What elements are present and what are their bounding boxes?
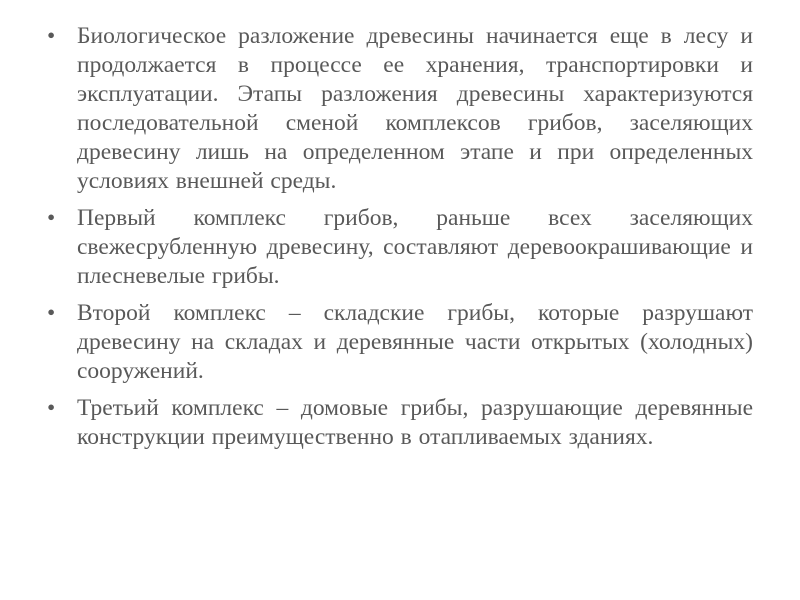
bullet-icon: • bbox=[47, 23, 56, 49]
bullet-icon: • bbox=[47, 395, 56, 421]
bullet-icon: • bbox=[47, 205, 56, 231]
bullet-item-3 bbox=[47, 299, 753, 386]
bullet-item-2 bbox=[47, 204, 753, 291]
bullet-text: Второй комплекс – складские грибы, которые разрушают древесину на складах и деревянные части открытых (холодных) сооружений. bbox=[77, 300, 753, 384]
bullet-list bbox=[47, 22, 753, 460]
bullet-text: Первый комплекс грибов, раньше всех заселяющих свежесрубленную древесину, составляют деревоокрашивающие и плесневелые грибы. bbox=[77, 205, 753, 289]
bullet-text: Биологическое разложение древесины начинается еще в лесу и продолжается в процессе ее хранения, транспортировки и эксплуатации. Этапы разложения древесины характеризуются последовательной сменой комплексов грибов, заселяющих древесину лишь на определенном этапе и при определенных условиях внешней среды. bbox=[77, 23, 753, 194]
bullet-text: Третьий комплекс – домовые грибы, разрушающие деревянные конструкции преимущественно в отапливаемых зданиях. bbox=[77, 395, 753, 450]
bullet-item-4 bbox=[47, 394, 753, 452]
bullet-item-1 bbox=[47, 22, 753, 196]
bullet-icon: • bbox=[47, 300, 56, 326]
